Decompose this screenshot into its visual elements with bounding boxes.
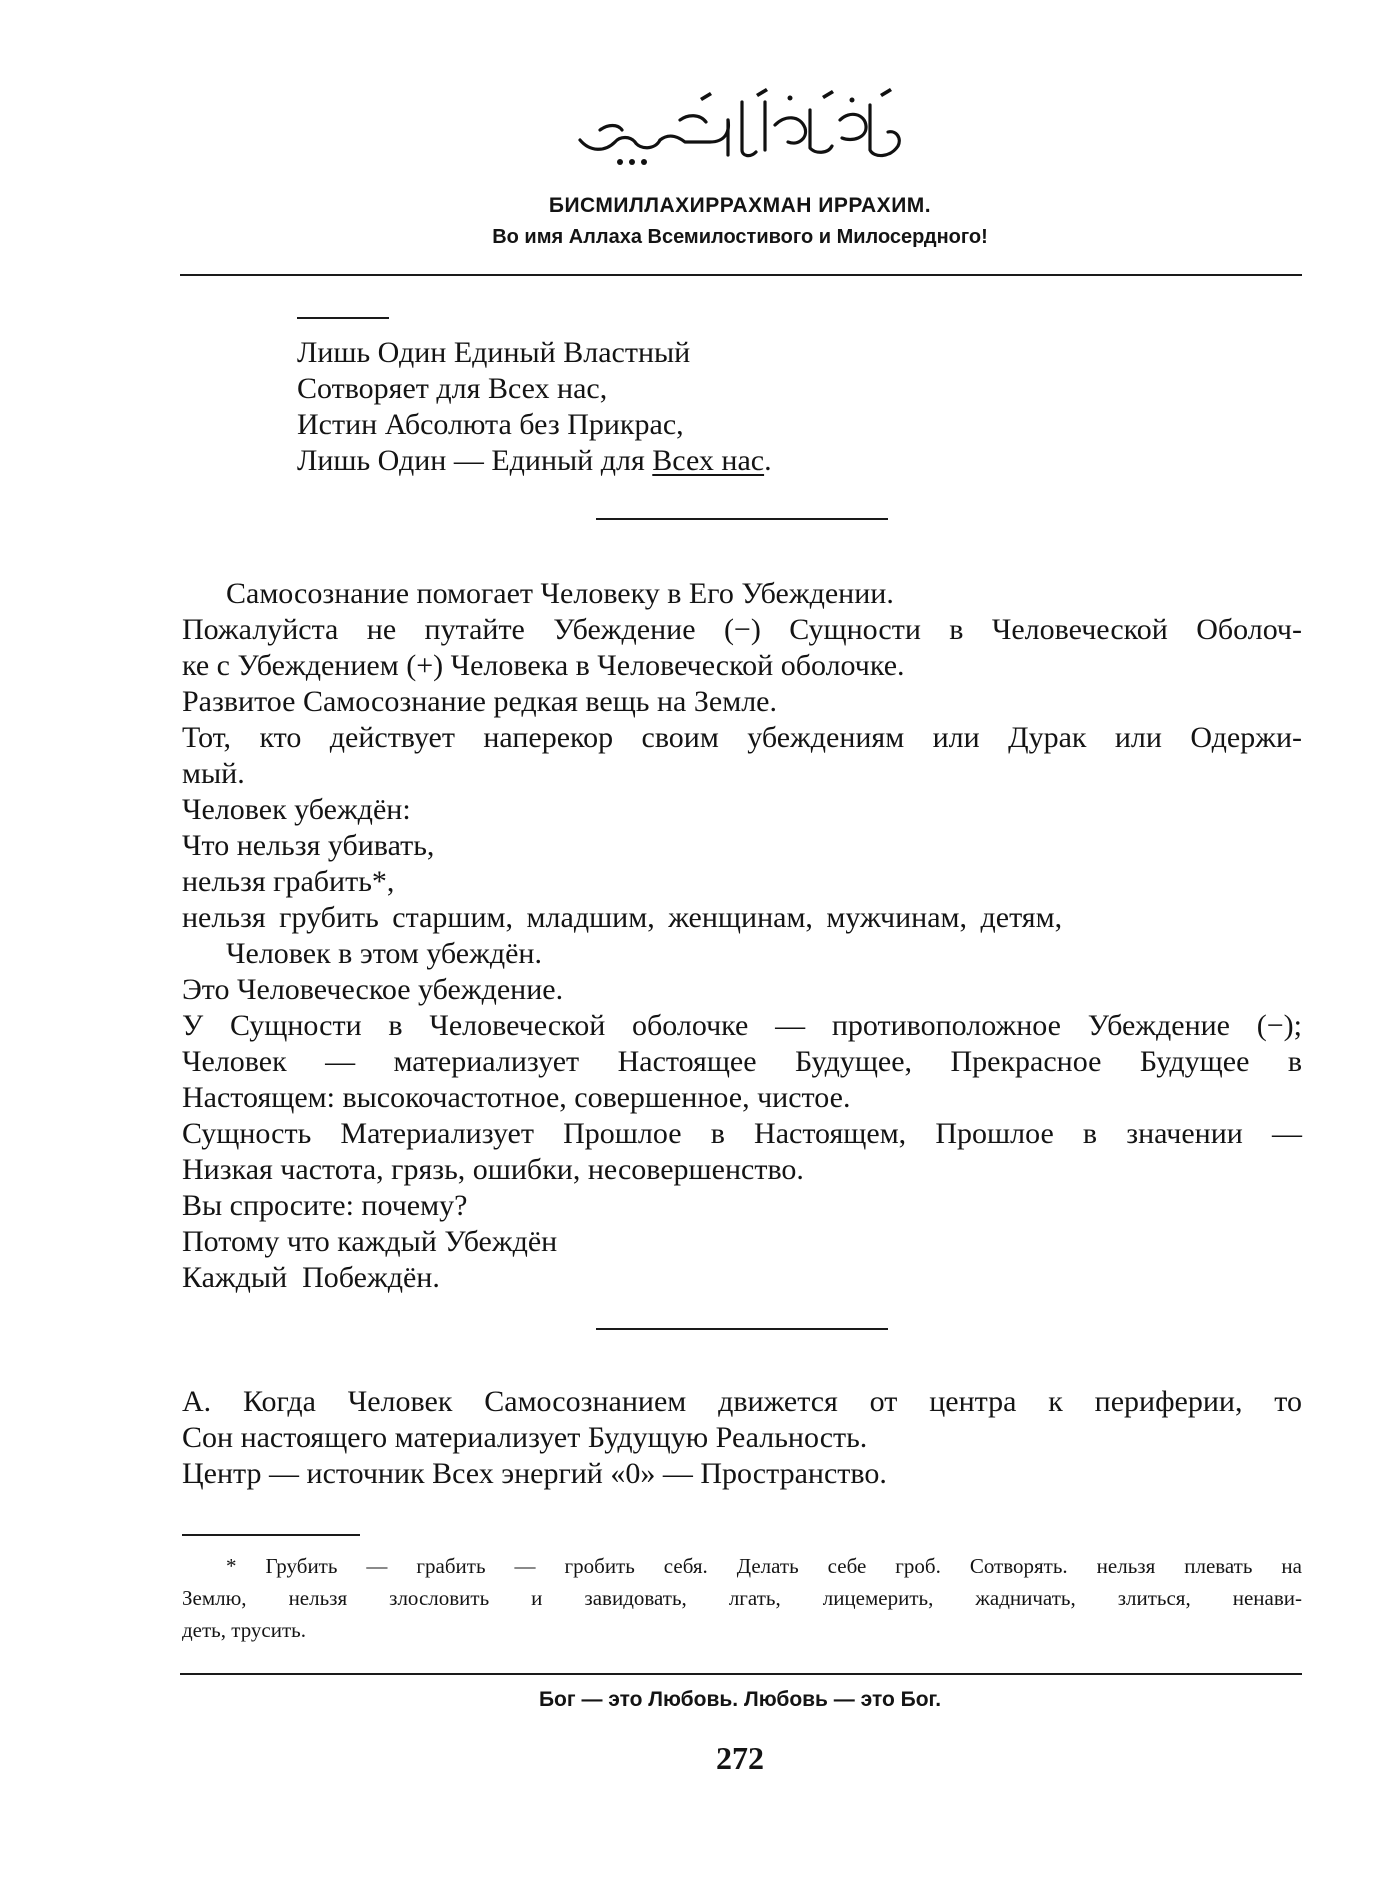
poem-line: Лишь Один Единый Властный [297, 336, 691, 369]
text-line: Это Человеческое убеждение. [182, 973, 564, 1006]
text-line: Человек в этом убеждён. [226, 937, 542, 970]
text-line: Потому что каждый Убеждён [182, 1225, 558, 1258]
poem-top-rule [297, 317, 389, 319]
text-line: Что нельзя убивать, [182, 829, 435, 862]
text-line: А. Когда Человек Самосознанием движется от центра к периферии, то [182, 1385, 1302, 1418]
text-line: нельзя грубить старшим, младшим, женщинам, мужчинам, детям, [182, 901, 1063, 934]
text-line: Низкая частота, грязь, ошибки, несовершенство. [182, 1153, 804, 1186]
main-text [182, 576, 1302, 1296]
calligraphy-text: بِسْمِ اللَّهِ الرَّحْمَنِ الرَّحِيمِ [560, 80, 570, 81]
text-line: мый. [182, 757, 245, 790]
header-divider [180, 274, 1302, 276]
text-line: Человек — материализует Настоящее Будущее, Прекрасное Будущее в [182, 1045, 1302, 1078]
section-a-text [182, 1384, 1302, 1492]
poem-underlined-text: Всех нас [652, 444, 765, 477]
poem-line: Истин Абсолюта без Прикрас, [297, 408, 684, 441]
text-line: ке с Убеждением (+) Человека в Человеческой оболочке. [182, 649, 905, 682]
footnote-line: * Грубить — грабить — гробить себя. Делать себе гроб. Сотворять. нельзя плевать на [226, 1554, 1302, 1578]
page-number: 272 [716, 1740, 764, 1776]
text-line: Каждый Побеждён. [182, 1261, 440, 1294]
text-line: Пожалуйста не путайте Убеждение (−) Сущности в Человеческой Оболоч- [182, 613, 1302, 646]
header-subtitle: Во имя Аллаха Всемилостивого и Милосердного! [492, 226, 988, 248]
poem [297, 335, 772, 479]
bismillah-calligraphy [560, 80, 920, 180]
text-line: Сущность Материализует Прошлое в Настоящем, Прошлое в значении — [182, 1117, 1302, 1150]
header-title: БИСМИЛЛАХИРРАХМАН ИРРАХИМ. [548, 194, 932, 217]
poem-line-suffix: . [764, 444, 772, 477]
text-line: У Сущности в Человеческой оболочке — противоположное Убеждение (−); [182, 1009, 1302, 1042]
footnote-line: Землю, нельзя злословить и завидовать, лгать, лицемерить, жадничать, злиться, ненави- [182, 1586, 1302, 1610]
text-line: Вы спросите: почему? [182, 1189, 468, 1222]
section-divider [596, 518, 888, 520]
text-line: Центр — источник Всех энергий «0» — Пространство. [182, 1457, 887, 1490]
footnote [182, 1550, 1302, 1646]
text-line: Самосознание помогает Человеку в Его Убеждении. [226, 577, 894, 610]
footnote-rule [182, 1534, 360, 1536]
text-line: Развитое Самосознание редкая вещь на Земле. [182, 685, 777, 718]
poem-line [297, 443, 772, 479]
poem-line: Сотворяет для Всех нас, [297, 372, 608, 405]
text-line: Тот, кто действует наперекор своим убеждениям или Дурак или Одержи- [182, 721, 1302, 754]
footer-divider [180, 1673, 1302, 1675]
text-line: Человек убеждён: [182, 793, 411, 826]
text-line: Настоящем: высокочастотное, совершенное, чистое. [182, 1081, 851, 1114]
text-line: Сон настоящего материализует Будущую Реальность. [182, 1421, 868, 1454]
poem-line-prefix: Лишь Один — Единый для [297, 444, 653, 477]
footer-motto: Бог — это Любовь. Любовь — это Бог. [538, 1688, 942, 1711]
text-line: нельзя грабить*, [182, 865, 395, 898]
footnote-line: деть, трусить. [182, 1618, 306, 1642]
section-divider [596, 1328, 888, 1330]
